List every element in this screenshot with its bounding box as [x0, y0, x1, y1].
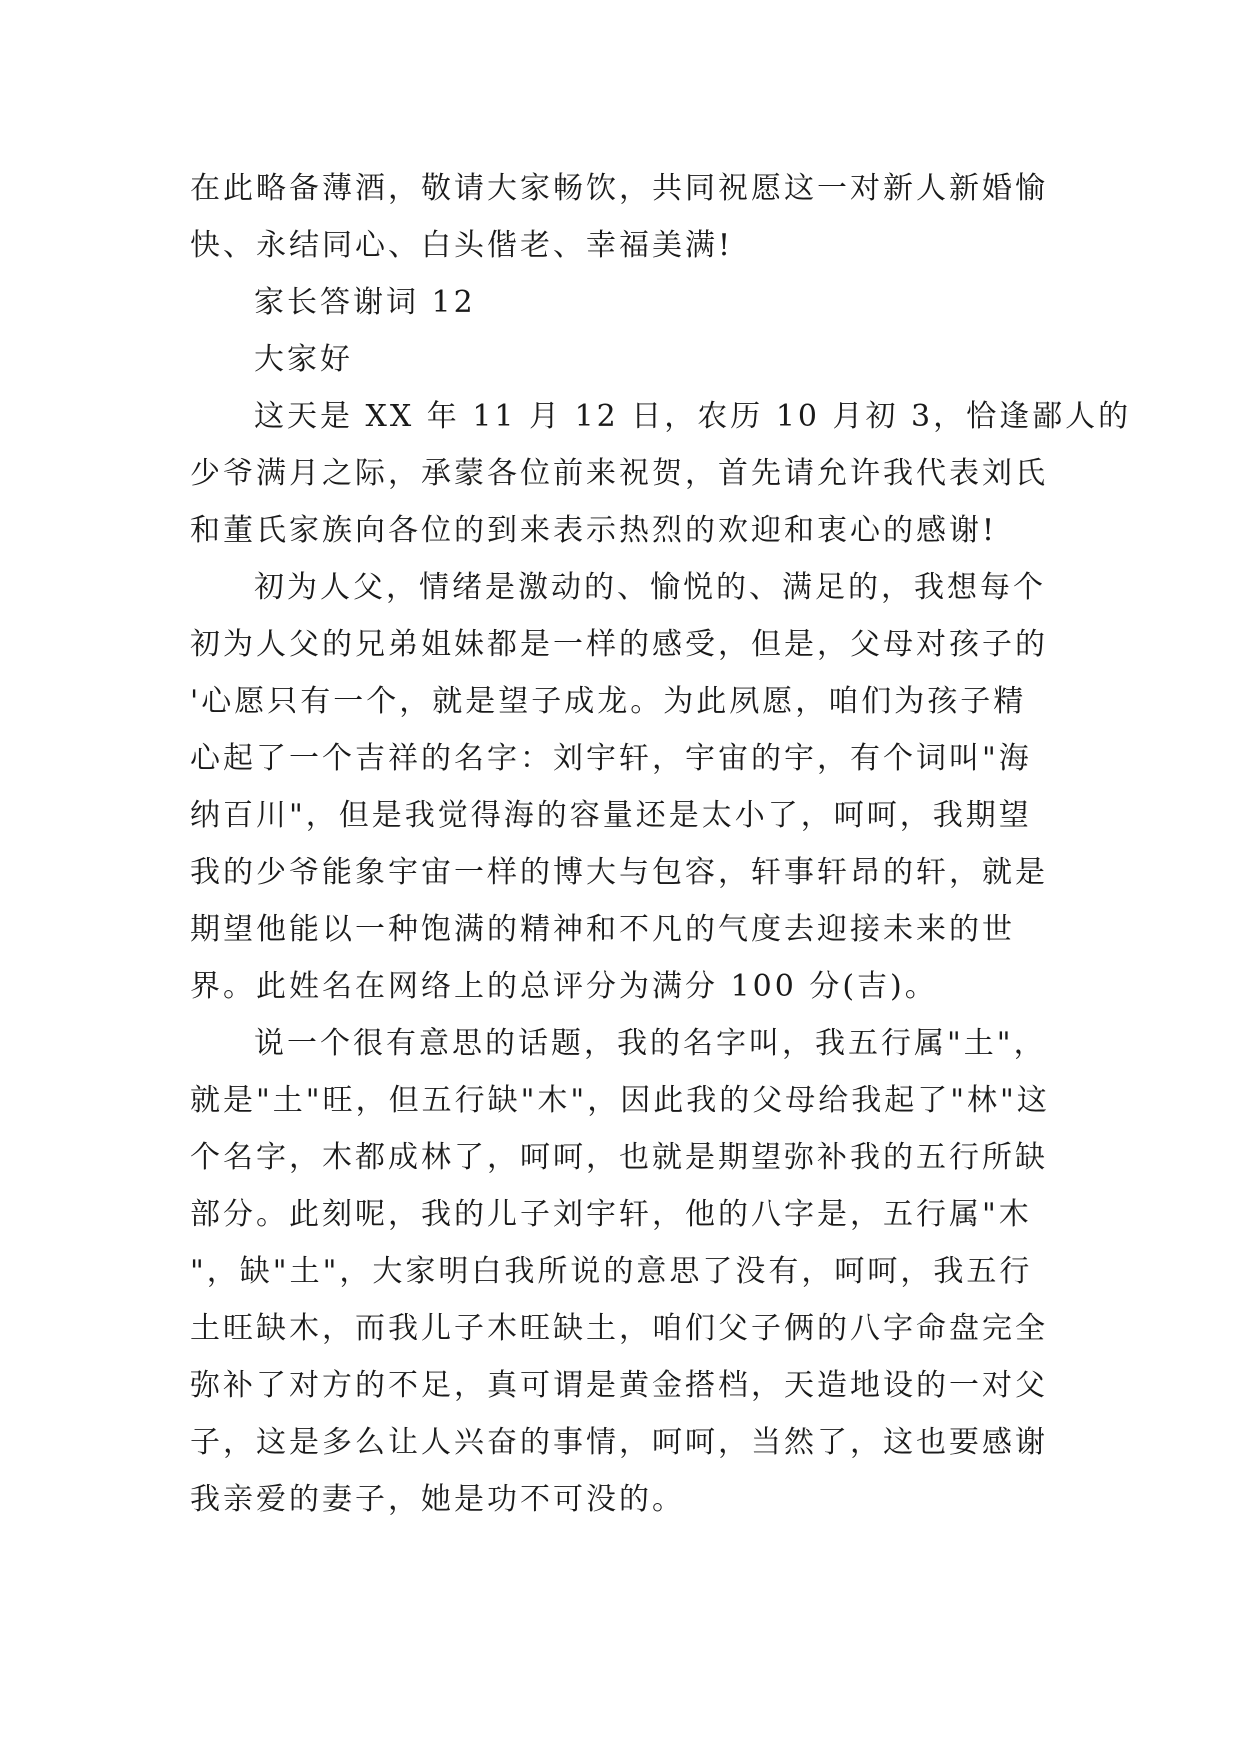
text-line: 纳百川"，但是我觉得海的容量还是太小了，呵呵，我期望 — [190, 798, 1032, 833]
text-line: 界。此姓名在网络上的总评分为满分 100 分(吉)。 — [190, 969, 938, 1004]
text-line: 就是"土"旺，但五行缺"木"，因此我的父母给我起了"林"这 — [190, 1083, 1050, 1118]
text-line: 弥补了对方的不足，真可谓是黄金搭档，天造地设的一对父 — [190, 1368, 1048, 1403]
text-line: 初为人父的兄弟姐妹都是一样的感受，但是，父母对孩子的 — [190, 627, 1048, 662]
text-line: 我的少爷能象宇宙一样的博大与包容，轩事轩昂的轩，就是 — [190, 855, 1048, 890]
text-line: 心起了一个吉祥的名字：刘宇轩，宇宙的宇，有个词叫"海 — [190, 741, 1032, 776]
text-line: 在此略备薄酒，敬请大家畅饮，共同祝愿这一对新人新婚愉 — [190, 171, 1048, 206]
section-heading: 家长答谢词 12 — [254, 285, 476, 320]
document-body — [190, 160, 1132, 1528]
text-line: 个名字，木都成林了，呵呵，也就是期望弥补我的五行所缺 — [190, 1140, 1048, 1175]
text-line: 这天是 XX 年 11 月 12 日，农历 10 月初 3，恰逢鄙人的 — [254, 399, 1132, 434]
text-line: "，缺"土"，大家明白我所说的意思了没有，呵呵，我五行 — [190, 1254, 1033, 1289]
text-line: 子，这是多么让人兴奋的事情，呵呵，当然了，这也要感谢 — [190, 1425, 1048, 1460]
text-line: '心愿只有一个，就是望子成龙。为此夙愿，咱们为孩子精 — [190, 684, 1027, 719]
text-line: 期望他能以一种饱满的精神和不凡的气度去迎接未来的世 — [190, 912, 1015, 947]
text-line: 我亲爱的妻子，她是功不可没的。 — [190, 1482, 685, 1517]
greeting-line: 大家好 — [254, 342, 353, 377]
text-line: 部分。此刻呢，我的儿子刘宇轩，他的八字是，五行属"木 — [190, 1197, 1032, 1232]
text-line: 和董氏家族向各位的到来表示热烈的欢迎和衷心的感谢! — [190, 513, 998, 548]
text-line: 初为人父，情绪是激动的、愉悦的、满足的，我想每个 — [254, 570, 1046, 605]
text-line: 说一个很有意思的话题，我的名字叫，我五行属"土"， — [254, 1026, 1047, 1061]
text-line: 土旺缺木，而我儿子木旺缺土，咱们父子俩的八字命盘完全 — [190, 1311, 1048, 1346]
text-line: 快、永结同心、白头偕老、幸福美满! — [190, 228, 734, 263]
text-line: 少爷满月之际，承蒙各位前来祝贺，首先请允许我代表刘氏 — [190, 456, 1048, 491]
